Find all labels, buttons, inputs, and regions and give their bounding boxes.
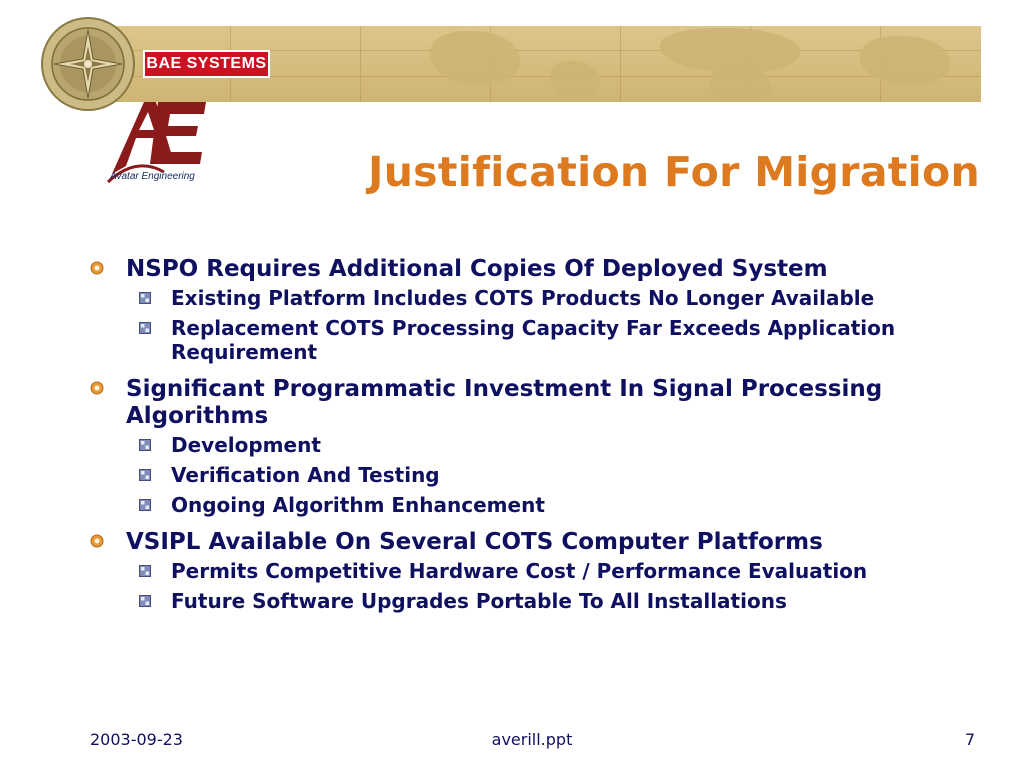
square-bullet-icon bbox=[139, 499, 151, 511]
bullet-item bbox=[86, 376, 986, 430]
sub-bullet-item bbox=[86, 463, 976, 487]
sub-bullet-item bbox=[86, 589, 976, 613]
sub-bullet-item bbox=[86, 433, 976, 457]
sub-bullet-text: Future Software Upgrades Portable To All Installations bbox=[171, 589, 787, 613]
sub-bullet-text: Development bbox=[171, 433, 321, 457]
footer-filename: averill.ppt bbox=[491, 730, 573, 749]
square-bullet-icon bbox=[139, 595, 151, 607]
sub-bullet-item bbox=[86, 559, 976, 583]
footer-date: 2003-09-23 bbox=[90, 730, 183, 749]
bullet-item bbox=[86, 256, 986, 283]
sub-bullet-text: Replacement COTS Processing Capacity Far Exceeds Application Requirement bbox=[171, 316, 896, 364]
sub-bullet-item bbox=[86, 316, 976, 364]
square-bullet-icon bbox=[139, 292, 151, 304]
bullet-item bbox=[86, 529, 986, 556]
sub-bullet-text: Existing Platform Includes COTS Products No Longer Available bbox=[171, 286, 875, 310]
square-bullet-icon bbox=[139, 469, 151, 481]
sub-bullet-item bbox=[86, 493, 976, 517]
footer-page-number: 7 bbox=[964, 730, 975, 749]
bullet-text: Significant Programmatic Investment In Signal Processing Algorithms bbox=[126, 376, 883, 429]
bullet-text: NSPO Requires Additional Copies Of Deployed System bbox=[126, 256, 828, 282]
square-bullet-icon bbox=[139, 439, 151, 451]
bullet-text: VSIPL Available On Several COTS Computer Platforms bbox=[126, 529, 823, 555]
square-bullet-icon bbox=[139, 322, 151, 334]
square-bullet-icon bbox=[139, 565, 151, 577]
avatar-engineering-caption: Avatar Engineering bbox=[110, 171, 195, 182]
orange-circle-bullet-icon bbox=[90, 534, 104, 548]
bae-systems-logo-text: BAE SYSTEMS bbox=[145, 52, 268, 76]
orange-circle-bullet-icon bbox=[90, 381, 104, 395]
slide-title: Justification For Migration bbox=[368, 148, 980, 196]
sub-bullet-text: Permits Competitive Hardware Cost / Performance Evaluation bbox=[171, 559, 868, 583]
sub-bullet-item bbox=[86, 286, 976, 310]
sub-bullet-text: Ongoing Algorithm Enhancement bbox=[171, 493, 545, 517]
sub-bullet-text: Verification And Testing bbox=[171, 463, 440, 487]
orange-circle-bullet-icon bbox=[90, 261, 104, 275]
bae-systems-logo bbox=[143, 50, 270, 78]
bullet-list bbox=[86, 256, 986, 619]
